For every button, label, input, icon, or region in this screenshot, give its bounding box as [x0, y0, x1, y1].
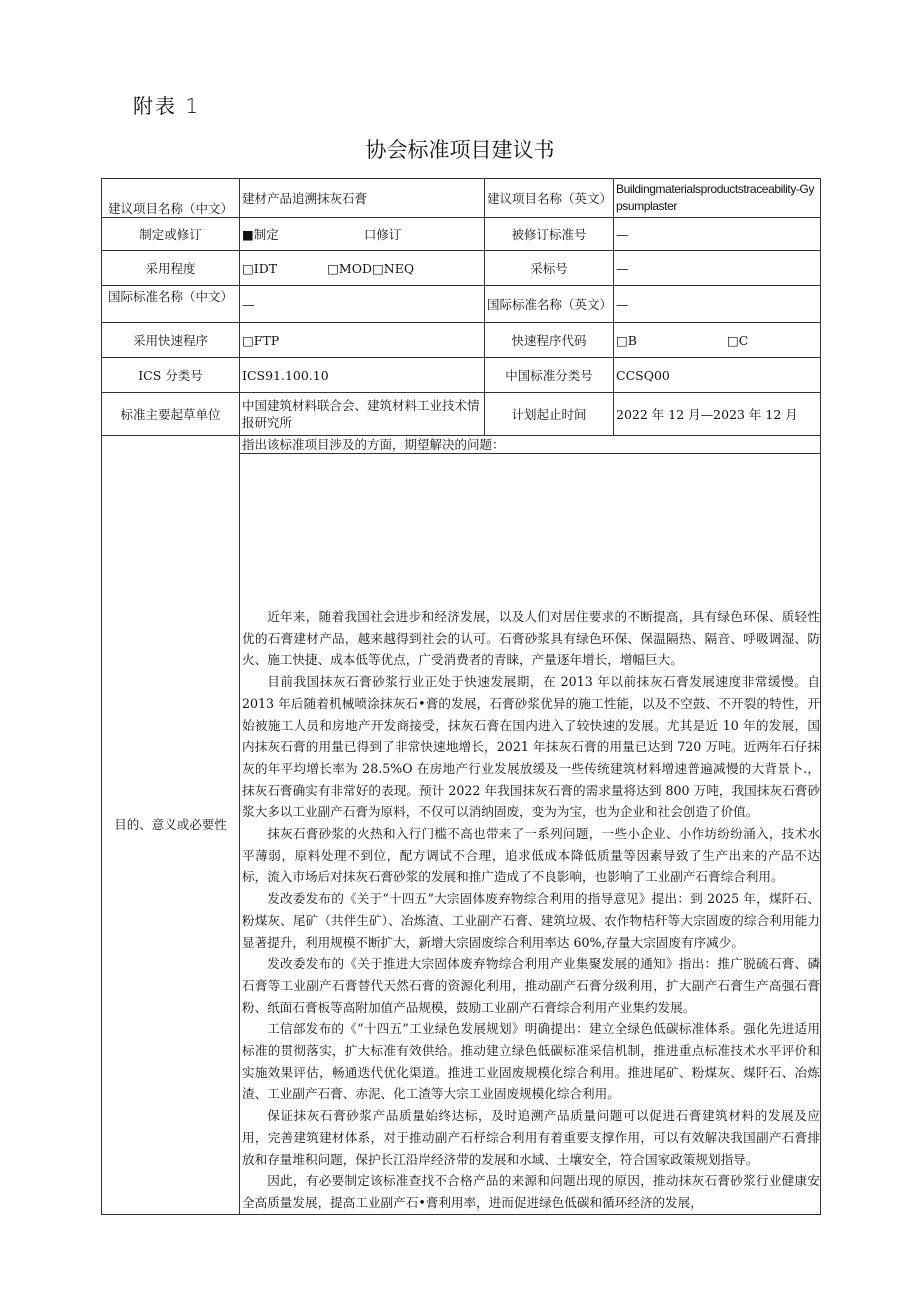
fast-label: 采用快速程序: [102, 323, 240, 358]
intl-cn-label: 国际标准名称（中文）: [102, 286, 240, 323]
adopt-label: 采用程度: [102, 251, 240, 286]
adopt-no-label: 采标号: [485, 251, 614, 286]
paragraph: 抹灰石膏砂浆的火热和入行门槛不高也带来了一系列问题，一些小企业、小作坊纷纷涌入，技术水平薄弱，原料处理不到位，配方调试不合理，追求低成本降低质量等因素导致了生产出来的产品不达标，流入市场后对抹灰石膏砂浆的发展和推广造成了不良影响，也影响了工业副产石膏综合利用。: [242, 826, 820, 885]
name-en-value: Buildingmaterialsproductstraceability-Gypsumplaster: [614, 179, 821, 218]
revised-label: 被修订标准号: [485, 218, 614, 251]
type-new-checkbox: ■制定: [242, 226, 279, 242]
drafter-value: 中国建筑材料联合会、建筑材料工业技术情报研究所: [240, 393, 485, 436]
name-cn-label: 建议项目名称（中文）: [102, 179, 240, 218]
type-label: 制定或修订: [102, 218, 240, 251]
fast-value: □FTP: [240, 323, 485, 358]
paragraph: 保证抹灰石膏砂浆产品质量始终达标，及时追溯产品质量问题可以促进石膏建筑材料的发展及应用，完善建筑建材体系，对于推动副产石杼综合利用有着重要支撑作用，可以有效解决我国副产石膏排放和存量堆积问题，保护长江沿岸经济带的发展和水域、土壤安全，符合国家政策规划指导。: [242, 1108, 820, 1167]
adopt-no-value: —: [614, 251, 821, 286]
fast-code-options: [614, 323, 821, 358]
period-value: 2022 年 12 月—2023 年 12 月: [614, 393, 821, 436]
name-cn-value: 建材产品追溯抹灰石膏: [240, 179, 485, 218]
adopt-mod-neq-checkbox: □MOD□NEQ: [327, 260, 415, 276]
ics-label: ICS 分类号: [102, 358, 240, 393]
purpose-question: 指出该标准项目涉及的方面，期望解决的问题：: [240, 436, 820, 454]
intl-en-value: —: [614, 286, 821, 323]
paragraph: 因此，有必要制定该标准查找不合格产品的来源和问题出现的原因，推动抹灰石膏砂浆行业健康安全高质量发展，提高工业副产石•膏利用率，进而促进绿色低碳和循环经济的发展，: [242, 1173, 820, 1210]
paragraph: 近年来，随着我国社会进步和经济发展，以及人们对居住要求的不断提高，具有绿色环保、质轻性优的石膏建材产品，越来越得到社会的认可。石膏砂浆具有绿色环保、保温隔热、隔音、呼吸调湿、防火、施工快捷、成本低等优点，广受消费者的青睐，产量逐年增长，增幅巨大。: [242, 609, 820, 668]
paragraph: 目前我国抹灰石膏砂浆行业正处于快速发展期，在 2013 年以前抹灰石膏发展速度非常缓慢。自 2013 年后随着机械喷涂抹灰石•膏的发展，石膏砂浆优异的施工性能，以及不空鼓、不开裂的特性，开始被施工人员和房地产开发商接受，抹灰石膏在国内进入了较快速的发展。尤其是近 10 年的发展，国内抹灰石膏的用量已得到了非常快速地增长，2021 年抹灰石膏的用量已达到 720 万吨。近两年石仔抹灰的年平均增长率为 28.5%O 在房地产行业发展放缓及一些传统建筑材料增速普遍减慢的大背景卜.，抹灰石膏确实有非常好的表现。预计 2022 年我国抹灰石膏的需求量将达到 800 万吨，我国抹灰石膏砂浆大多以工业副产石膏为原料，不仅可以消纳固废，变为为宝，也为企业和社会创造了价值。: [242, 674, 820, 820]
drafter-label: 标准主要起草单位: [102, 393, 240, 436]
purpose-content: [240, 436, 821, 1215]
period-label: 计划起止时间: [485, 393, 614, 436]
fast-c-checkbox: □C: [727, 332, 749, 348]
intl-cn-value: —: [240, 286, 485, 323]
purpose-label: 目的、意义或必要性: [102, 436, 240, 1215]
type-rev-checkbox: 口修订: [363, 226, 402, 242]
intl-en-label: 国际标准名称（英文）: [485, 286, 614, 323]
paragraph: 发改委发布的《关于“十四五”大宗固体废弃物综合利用的指导意见》提出：到 2025 年，煤阡石、粉煤灰、尾矿（共伴生矿）、冶炼渣、工业副产石膏、建筑垃圾、农作物桔秆等大宗固废的综合利用能力显著提升，利用规模不断扩大，新增大宗固废综合利用率达 60%,存量大宗固废有序减少。: [242, 891, 820, 950]
adopt-idt-checkbox: □IDT: [242, 260, 278, 276]
fast-b-checkbox: □B: [616, 332, 637, 348]
fast-code-label: 快速程序代码: [485, 323, 614, 358]
ics-value: ICS91.100.10: [240, 358, 485, 393]
ccs-value: CCSQ00: [614, 358, 821, 393]
type-options: [240, 218, 485, 251]
purpose-paragraphs: [240, 454, 820, 1214]
proposal-table: [101, 178, 821, 1215]
appendix-label: 附表 1: [133, 94, 201, 118]
document-title: 协会标准项目建议书: [365, 138, 555, 162]
adopt-options: [240, 251, 485, 286]
revised-value: —: [614, 218, 821, 251]
paragraph: 发改委发布的《关于推进大宗固体废弃物综合利用产业集聚发展的通知》指出：推广脱硫石膏、磷石膏等工业副产石膏替代天然石膏的资源化利用，推动副产石膏分级利用，扩大副产石膏生产高强石膏粉、纸面石膏板等高附加值产品规模，鼓励工业副产石膏综合利用产业集约发展。: [242, 956, 820, 1015]
ccs-label: 中国标准分类号: [485, 358, 614, 393]
name-en-label: 建议项目名称（英文）: [485, 179, 614, 218]
paragraph: 工信部发布的《“十四五”工业绿色发展规划》明确提出：建立全绿色低碳标准体系。强化先进适用标准的贯彻落实，扩大标准有效供给。推动建立绿色低碳标准采信机制，推进重点标准技术水平评价和实施效果评估，畅通迭代优化渠道。推进工业固废规模化综合利用。推进尾矿、粉煤灰、煤阡石、冶炼渣、工业副产石膏、赤泥、化工渣等大宗工业固废规模化综合利用。: [242, 1021, 820, 1102]
